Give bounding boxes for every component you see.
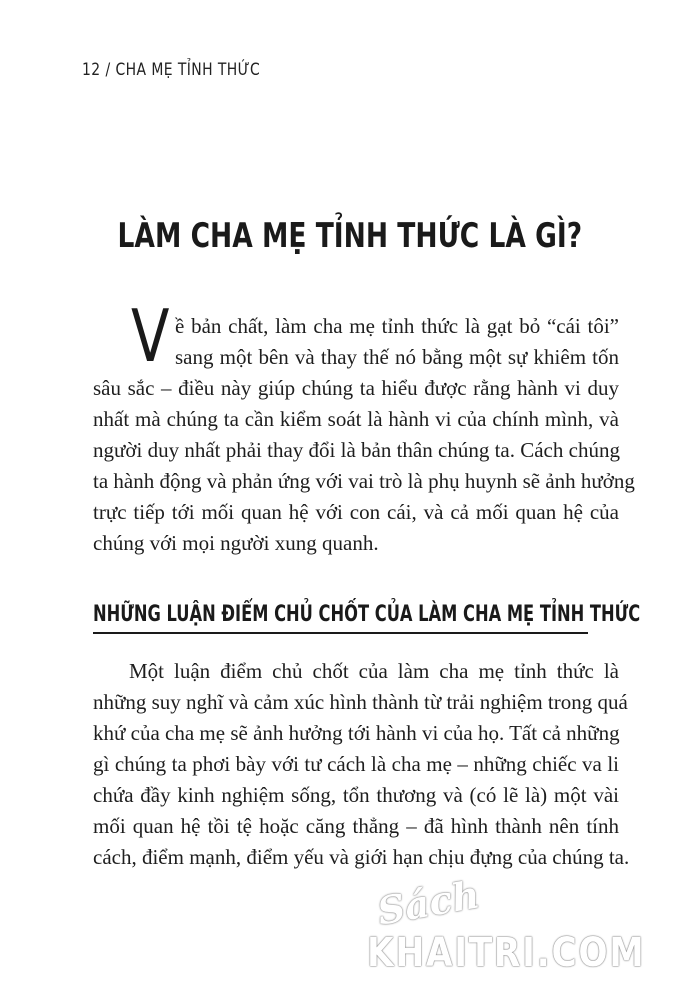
paragraph-line: sâu sắc – điều này giúp chúng ta hiểu được rằng hành vi duy	[93, 376, 619, 400]
paragraph-line: Một luận điểm chủ chốt của làm cha mẹ tỉnh thức là	[129, 659, 619, 683]
section-underline	[93, 632, 588, 634]
chapter-title	[0, 216, 700, 256]
paragraph-line: ta hành động và phản ứng với vai trò là phụ huynh sẽ ảnh hưởng	[93, 469, 635, 493]
chapter-title-text: LÀM CHA MẸ TỈNH THỨC LÀ GÌ?	[117, 216, 583, 256]
book-title: CHA MẸ TỈNH THỨC	[115, 60, 261, 80]
watermark-logo	[367, 871, 687, 980]
paragraph-line: những suy nghĩ và cảm xúc hình thành từ trải nghiệm trong quá	[93, 690, 628, 714]
paragraph-line: mối quan hệ tồi tệ hoặc căng thẳng – đã hình thành nên tính	[93, 814, 619, 838]
running-header	[82, 60, 260, 80]
paragraph-line: người duy nhất phải thay đổi là bản thân chúng ta. Cách chúng	[93, 438, 620, 462]
watermark-brand: KHAITRI.COM	[367, 930, 646, 976]
paragraph-line: khứ của cha mẹ sẽ ảnh hưởng tới hành vi của họ. Tất cả những	[93, 721, 620, 745]
paragraph-line: chứa đầy kinh nghiệm sống, tổn thương và (có lẽ là) một vài	[93, 783, 619, 807]
watermark-script: Sách	[373, 871, 483, 934]
paragraph-line: gì chúng ta phơi bày với tư cách là cha mẹ – những chiếc va li	[93, 752, 619, 776]
paragraph-1	[93, 311, 635, 559]
paragraph-line: trực tiếp tới mối quan hệ với con cái, và cả mối quan hệ của	[93, 500, 619, 524]
header-separator: /	[105, 60, 111, 80]
paragraph-line: cách, điểm mạnh, điểm yếu và giới hạn chịu đựng của chúng ta.	[93, 845, 630, 869]
section-heading	[93, 602, 641, 627]
paragraph-2	[93, 656, 630, 873]
drop-cap: V	[131, 294, 170, 378]
paragraph-line: nhất mà chúng ta cần kiểm soát là hành vi của chính mình, và	[93, 407, 619, 431]
paragraph-line: ề bản chất, làm cha mẹ tỉnh thức là gạt bỏ “cái tôi”	[175, 314, 619, 338]
page-number: 12	[82, 60, 101, 80]
paragraph-line: sang một bên và thay thế nó bằng một sự khiêm tốn	[175, 345, 619, 369]
paragraph-line: chúng với mọi người xung quanh.	[93, 531, 379, 555]
section-heading-text: NHỮNG LUẬN ĐIỂM CHỦ CHỐT CỦA LÀM CHA MẸ TỈNH THỨC	[93, 602, 641, 627]
